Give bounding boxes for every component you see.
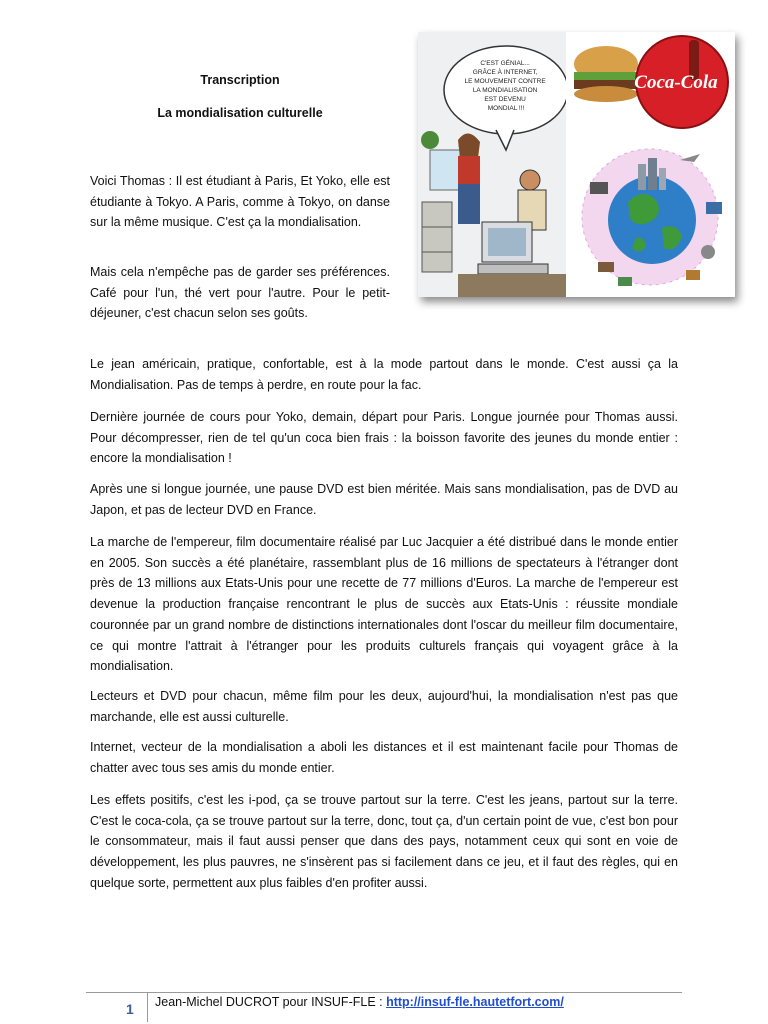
coca-cola-text: Coca-Cola — [634, 72, 718, 93]
footer-link[interactable]: http://insuf-fle.hautetfort.com/ — [386, 995, 564, 1009]
bubble-line: MONDIAL !!! — [487, 105, 525, 112]
plant — [421, 131, 439, 149]
cabinet — [422, 202, 452, 272]
page-number: 1 — [126, 1001, 134, 1017]
bubble-line: EST DEVENU — [484, 96, 526, 103]
paragraph-7: Lecteurs et DVD pour chacun, même film pour les deux, aujourd'hui, la mondialisation n'est pas que marchande, elle est aussi culturelle. — [90, 689, 678, 724]
monitor-icon — [706, 202, 722, 214]
paragraph-6: La marche de l'empereur, film documentaire réalisé par Luc Jacquier a été distribué dans le monde entier en 2005. Son succès a été planétaire, rassemblant plus de 16 millions de spectateurs à l'étranger dont près de 13 millions aux Etats-Unis pour une recette de 77 millions d'Euros. La marche de l'empereur est devenue la production française rencontrant le plus de succès aux Etats-Unis : réussite mondiale couronnée par un grand nombre de distinctions internationales dont l'oscar du meilleur film documentaire, ce qui montre l'attrait à l'étranger pour les produits culturels français qui voyagent grâce à la mondialisation. — [90, 535, 678, 674]
document-subtitle: La mondialisation culturelle — [157, 106, 323, 120]
paragraph-4: Dernière journée de cours pour Yoko, demain, départ pour Paris. Longue journée pour Thomas aussi. Pour décompresser, rien de tel qu'un coca bien frais : la boisson favorite des jeunes du monde entier : encore la mondialisation ! — [90, 410, 678, 466]
footer-author: Jean-Michel DUCROT pour INSUF-FLE : — [155, 995, 387, 1009]
woman-jeans — [458, 184, 480, 224]
document-title: Transcription — [200, 73, 280, 87]
paragraph-1: Voici Thomas : Il est étudiant à Paris, Et Yoko, elle est étudiante à Tokyo. A Paris, comme à Tokyo, on danse sur la même musique. C'est ça la mondialisation. — [90, 174, 390, 230]
computer-screen — [488, 228, 526, 256]
footer-divider — [147, 992, 148, 1022]
paragraph-5: Après une si longue journée, une pause DVD est bien méritée. Mais sans mondialisation, pas de DVD au Japon, et pas de lecteur DVD en France. — [90, 482, 678, 517]
phone-icon — [701, 245, 715, 259]
bubble-line: GRÂCE À INTERNET, — [472, 69, 538, 76]
desk — [458, 274, 566, 297]
keyboard — [478, 264, 548, 274]
woman-top — [458, 156, 480, 184]
footer-rule — [86, 992, 682, 993]
bubble-line: LA MONDIALISATION — [472, 87, 538, 94]
collage-svg — [418, 32, 735, 297]
money-icon — [598, 262, 614, 272]
illustration-collage — [418, 32, 735, 297]
paragraph-9: Les effets positifs, c'est les i-pod, ça se trouve partout sur la terre. C'est les jeans, partout sur la terre. C'est le coca-cola, ça se trouve partout sur la terre, donc, tout ça, d'un certain point de vue, c'est bon pour le consommateur, mais il faut aussi penser que dans des pays, notamment ceux qui sont en voie de développement, les plus pauvres, ne s'insèrent pas si facilement dans ce jeu, et il faut des règles, qui en quelque sorte, permettent aux plus faibles d'en profiter aussi. — [90, 793, 678, 890]
laptop-icon — [590, 182, 608, 194]
bubble-line: LE MOUVEMENT CONTRE — [464, 78, 546, 85]
man-head — [520, 170, 540, 190]
paragraph-2: Mais cela n'empêche pas de garder ses préférences. Café pour l'un, thé vert pour l'autre. Pour le petit-déjeuner, c'est chacun selon ses goûts. — [90, 265, 390, 321]
paragraph-3: Le jean américain, pratique, confortable, est à la mode partout dans le monde. C'est aussi ça la Mondialisation. Pas de temps à perdre, en route pour la fac. — [90, 357, 678, 392]
window — [430, 150, 460, 190]
bubble-line: C'EST GÉNIAL... — [480, 60, 530, 67]
burger-image — [574, 46, 638, 102]
paragraph-8: Internet, vecteur de la mondialisation a aboli les distances et il est maintenant facile pour Thomas de chatter avec tous ses amis du monde entier. — [90, 740, 678, 775]
footer-credit — [155, 995, 564, 1009]
